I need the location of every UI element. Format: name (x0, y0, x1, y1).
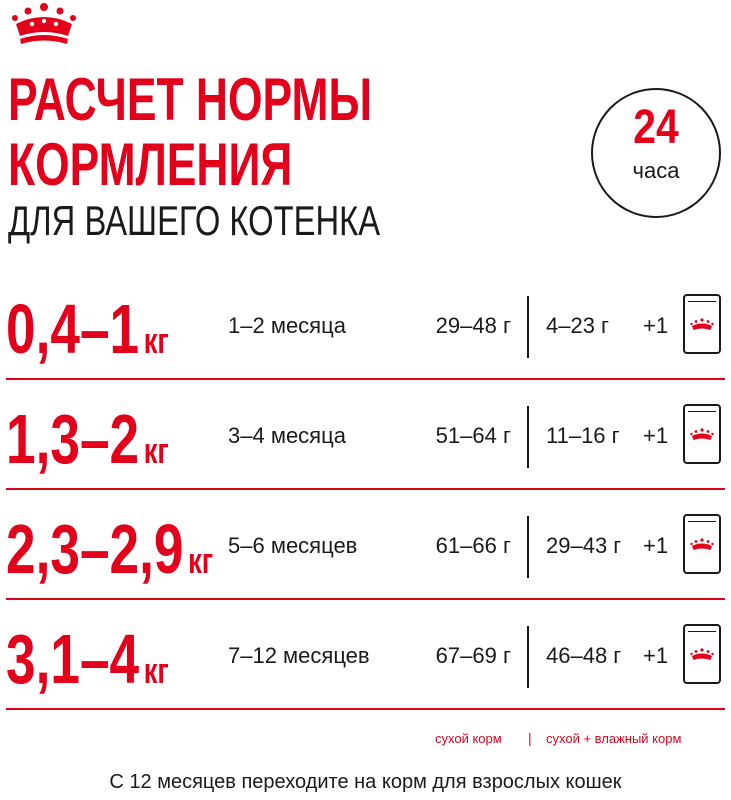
weight-range (6, 620, 169, 698)
dry-food-amount: 29–48 г (435, 313, 511, 338)
column-divider (527, 626, 529, 688)
badge-hours-label: часа (632, 158, 680, 183)
mixed-food-amount: 11–16 г (546, 423, 620, 448)
row-divider (6, 598, 725, 600)
wet-food-pouch-icon (683, 404, 721, 464)
hours-badge (591, 88, 721, 218)
weight-unit: кг (143, 430, 169, 471)
badge-hours-value: 24 (633, 101, 679, 154)
footer-note: С 12 месяцев переходите на корм для взрослых кошек (109, 771, 622, 793)
weight-value: 3,1–4 (6, 620, 140, 698)
row-divider (6, 488, 725, 490)
dry-food-amount: 61–66 г (435, 533, 511, 558)
weight-value: 1,3–2 (6, 400, 140, 478)
legend-separator: | (528, 730, 532, 746)
pouch-count: +1 (643, 423, 669, 448)
royal-crown-icon (689, 428, 715, 442)
mixed-food-amount: 29–43 г (546, 533, 622, 558)
weight-value: 0,4–1 (6, 290, 140, 368)
legend-dry-food: сухой корм (435, 731, 502, 746)
wet-food-pouch-icon (683, 624, 721, 684)
weight-unit: кг (143, 650, 169, 691)
column-divider (527, 516, 529, 578)
wet-food-pouch-icon (683, 294, 721, 354)
column-divider (527, 296, 529, 358)
weight-unit: кг (188, 540, 214, 581)
weight-value: 2,3–2,9 (6, 510, 184, 588)
wet-food-pouch-icon (683, 514, 721, 574)
page-subtitle: ДЛЯ ВАШЕГО КОТЕНКА (8, 197, 381, 244)
age-range: 7–12 месяцев (228, 643, 370, 668)
legend-mixed-food: сухой + влажный корм (546, 731, 682, 746)
age-range: 5–6 месяцев (228, 533, 358, 558)
weight-range (6, 290, 169, 368)
feeding-row (0, 510, 731, 620)
feeding-row (0, 290, 731, 400)
royal-crown-icon (689, 648, 715, 662)
age-range: 3–4 месяца (228, 423, 346, 448)
royal-crown-icon (689, 538, 715, 552)
feeding-row (0, 620, 731, 730)
royal-crown-icon (8, 2, 80, 46)
column-divider (527, 406, 529, 468)
page-title-continued: КОРМЛЕНИЯ (8, 131, 293, 198)
weight-unit: кг (143, 320, 169, 361)
row-divider (6, 378, 725, 380)
pouch-count: +1 (643, 533, 669, 558)
weight-range (6, 510, 214, 588)
row-divider (6, 708, 725, 710)
mixed-food-amount: 46–48 г (546, 643, 622, 668)
dry-food-amount: 51–64 г (435, 423, 511, 448)
dry-food-amount: 67–69 г (435, 643, 511, 668)
feeding-row (0, 400, 731, 510)
pouch-count: +1 (643, 643, 669, 668)
age-range: 1–2 месяца (228, 313, 346, 338)
page-title: РАСЧЕТ НОРМЫ (8, 66, 372, 133)
pouch-count: +1 (643, 313, 669, 338)
weight-range (6, 400, 169, 478)
royal-crown-icon (689, 318, 715, 332)
mixed-food-amount: 4–23 г (546, 313, 610, 338)
